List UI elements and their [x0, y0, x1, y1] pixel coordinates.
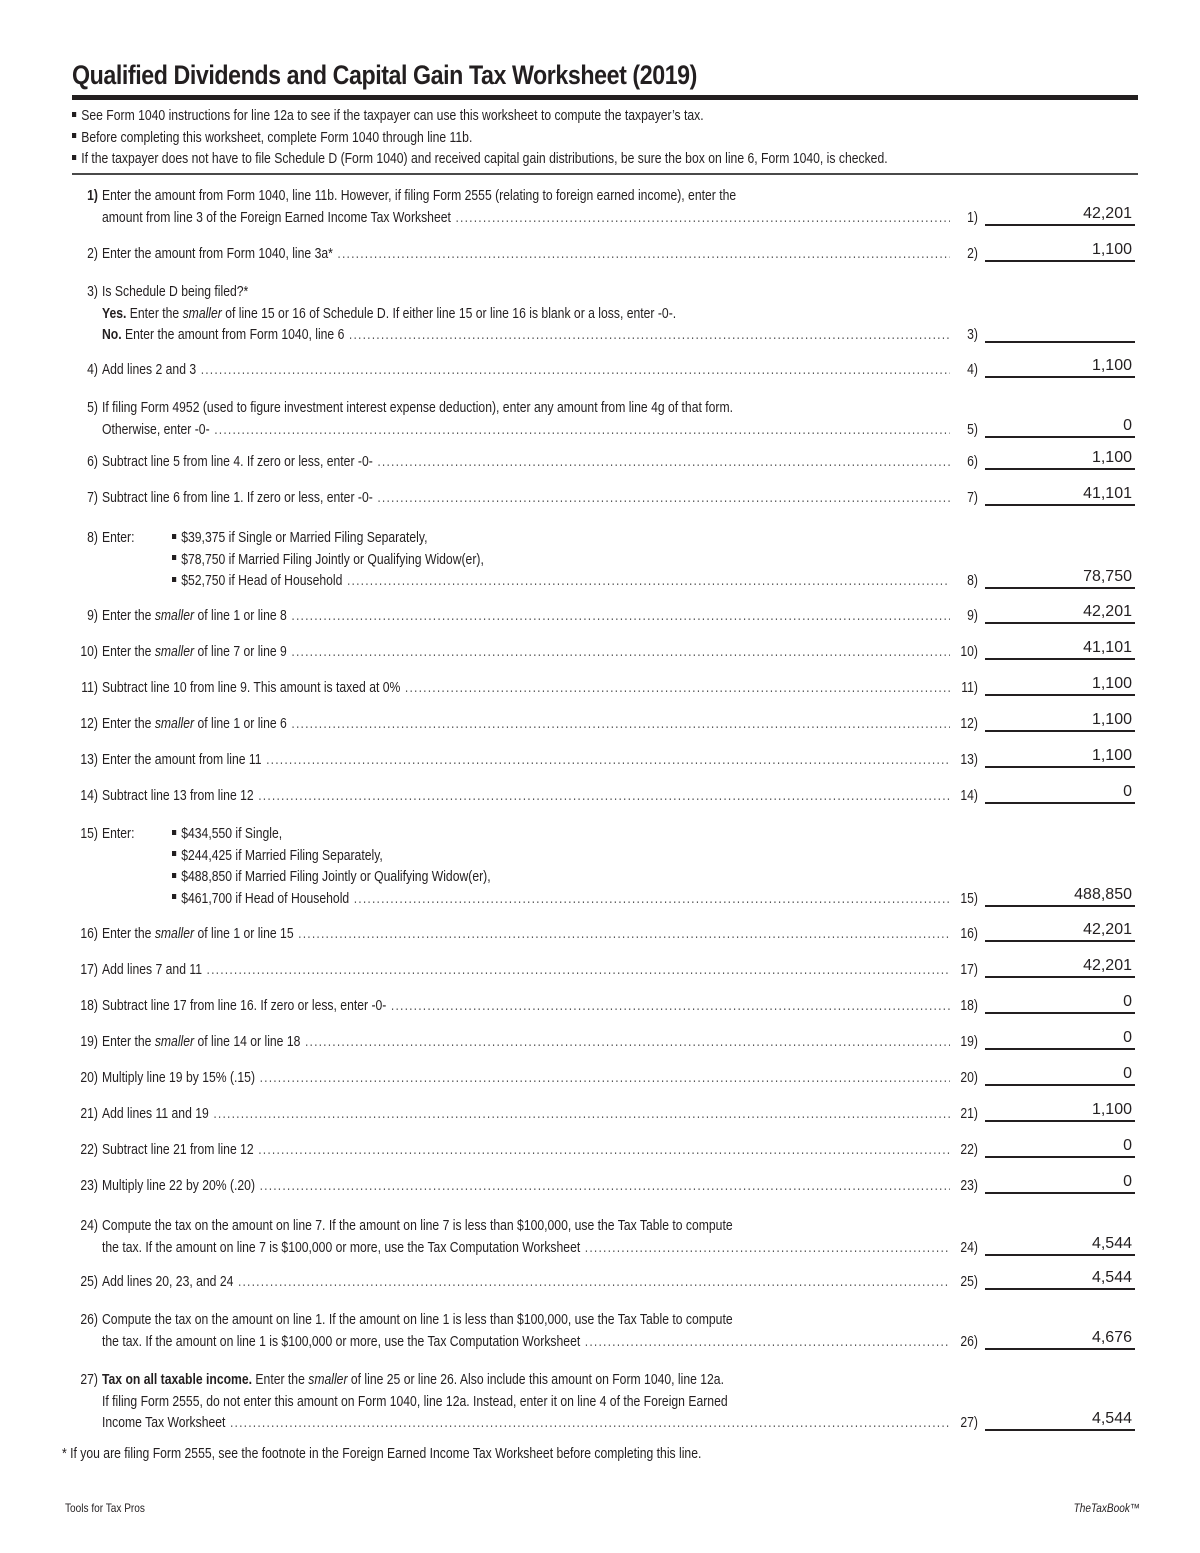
- line-instruction: [102, 1272, 950, 1294]
- line-instruction: [102, 1176, 950, 1198]
- instruction-text: Subtract line 17 from line 16. If zero or less, enter -0-: [102, 998, 387, 1014]
- instruction-text: Add lines 7 and 11: [102, 962, 202, 978]
- line-reference: 20): [960, 1070, 978, 1086]
- title-rule: [72, 95, 1138, 100]
- instruction-text: Subtract line 6 from line 1. If zero or less, enter -0-: [102, 490, 373, 506]
- bullet-icon: [72, 133, 76, 138]
- line-reference: 2): [967, 246, 978, 262]
- instruction-text: Is Schedule D being filed?*: [102, 284, 249, 300]
- instruction-text: Tax on all taxable income. Enter the smaller of line 25 or line 26. Also include this amount on Form 1040, line 12a.: [102, 1372, 724, 1388]
- line-amount-field[interactable]: 0: [985, 1136, 1135, 1158]
- line-number: 7): [87, 490, 98, 506]
- intro-bullet: See Form 1040 instructions for line 12a to see if the taxpayer can use this worksheet to compute the taxpayer’s tax.: [72, 106, 967, 128]
- line-amount-field[interactable]: 0: [985, 416, 1135, 438]
- line-reference: 15): [960, 890, 978, 907]
- instruction-row: [102, 924, 950, 946]
- instruction-text: Enter the amount from line 11: [102, 752, 262, 768]
- line-instruction: [102, 1068, 950, 1090]
- line-reference: 5): [967, 421, 978, 438]
- line-reference: 6): [967, 454, 978, 470]
- line-instruction: [102, 606, 950, 628]
- instruction-text: If filing Form 4952 (used to figure investment interest expense deduction), enter any amount from line 4g of that form.: [102, 400, 733, 416]
- bullet-icon: [172, 873, 176, 878]
- line-instruction: [102, 678, 950, 700]
- instruction-row: [102, 550, 950, 572]
- line-number: 8): [87, 530, 98, 546]
- instruction-text: Enter the smaller of line 1 or line 15: [102, 926, 294, 942]
- instruction-row: [102, 1176, 950, 1198]
- instruction-text: amount from line 3 of the Foreign Earned Income Tax Worksheet: [102, 209, 451, 226]
- instruction-text: If filing Form 2555, do not enter this amount on Form 1040, line 12a. Instead, enter it on line 4 of the Foreign Earned: [102, 1393, 728, 1410]
- line-number: 9): [87, 608, 98, 624]
- instruction-text: Multiply line 19 by 15% (.15): [102, 1070, 256, 1086]
- line-amount-field[interactable]: 42,201: [985, 956, 1135, 978]
- instruction-row: [102, 282, 950, 304]
- enter-label: Enter:: [102, 826, 135, 842]
- line-reference: 27): [960, 1415, 978, 1431]
- instruction-row: [102, 846, 950, 868]
- instruction-row: [102, 750, 950, 772]
- instruction-row: [102, 1392, 950, 1414]
- line-instruction: [102, 996, 950, 1018]
- instruction-row: [102, 1413, 950, 1435]
- line-amount-field[interactable]: 0: [985, 1028, 1135, 1050]
- line-number: 22): [80, 1142, 98, 1158]
- instruction-text: Enter the amount from Form 1040, line 11b. However, if filing Form 2555 (relating to foreign earned income), enter the: [102, 188, 737, 204]
- instruction-text: Add lines 20, 23, and 24: [102, 1274, 234, 1290]
- instruction-text: $488,850 if Married Filing Jointly or Qualifying Widow(er),: [181, 869, 491, 885]
- line-number: 5): [87, 400, 98, 416]
- line-number: 10): [80, 644, 98, 660]
- instruction-text: the tax. If the amount on line 1 is $100,000 or more, use the Tax Computation Worksheet: [102, 1333, 581, 1350]
- line-amount-field[interactable]: 42,201: [985, 204, 1135, 226]
- instruction-text: Enter the smaller of line 7 or line 9: [102, 644, 287, 660]
- bullet-icon: [172, 851, 176, 856]
- instruction-row: [102, 642, 950, 664]
- line-number: 17): [80, 962, 98, 978]
- line-amount-field[interactable]: 0: [985, 1172, 1135, 1194]
- line-reference: 10): [960, 644, 978, 660]
- instruction-text: Enter the smaller of line 14 or line 18: [102, 1034, 301, 1050]
- line-instruction: [102, 1104, 950, 1126]
- line-instruction: [102, 452, 950, 474]
- instruction-row: [102, 528, 950, 550]
- line-amount-field[interactable]: 0: [985, 782, 1135, 804]
- instruction-row: [102, 452, 950, 474]
- instruction-row: [102, 304, 950, 326]
- line-number: 6): [87, 454, 98, 470]
- instruction-text: $461,700 if Head of Household: [181, 890, 350, 907]
- line-number: 4): [87, 362, 98, 378]
- line-reference: 12): [960, 716, 978, 732]
- instruction-text: Subtract line 5 from line 4. If zero or less, enter -0-: [102, 454, 373, 470]
- instruction-row: [102, 1272, 950, 1294]
- bullet-icon: [172, 555, 176, 560]
- line-amount-field[interactable]: 0: [985, 1064, 1135, 1086]
- line-reference: 21): [960, 1106, 978, 1122]
- line-reference: 9): [967, 608, 978, 624]
- line-instruction: [102, 714, 950, 736]
- line-amount-field[interactable]: 41,101: [985, 638, 1135, 660]
- line-number: 11): [81, 680, 98, 696]
- instruction-text: Yes. Enter the smaller of line 15 or 16 of Schedule D. If either line 15 or line 16 is blank or a loss, enter -0-.: [102, 305, 677, 322]
- instruction-text: Subtract line 13 from line 12: [102, 788, 254, 804]
- line-reference: 13): [960, 752, 978, 768]
- line-instruction: [102, 924, 950, 946]
- intro-bullets: [72, 106, 1138, 171]
- instruction-row: [102, 714, 950, 736]
- line-amount-field[interactable]: 1,100: [985, 1100, 1135, 1122]
- instruction-row: [102, 1032, 950, 1054]
- bullet-icon: [172, 830, 176, 835]
- instruction-text: Multiply line 22 by 20% (.20): [102, 1178, 256, 1194]
- line-amount-field[interactable]: 488,850: [985, 885, 1135, 907]
- instruction-text: $52,750 if Head of Household: [181, 573, 343, 589]
- instruction-row: [102, 678, 950, 700]
- instruction-text: Subtract line 10 from line 9. This amount is taxed at 0%: [102, 680, 401, 696]
- instruction-row: [102, 1370, 950, 1392]
- bullet-icon: [72, 155, 76, 160]
- line-instruction: [102, 488, 950, 510]
- instruction-text: Compute the tax on the amount on line 7. If the amount on line 7 is less than $100,000, use the Tax Table to compute: [102, 1218, 733, 1234]
- line-number: 12): [80, 716, 98, 732]
- line-instruction: [102, 1310, 950, 1353]
- line-number: 16): [80, 926, 98, 942]
- instruction-row: [102, 186, 950, 208]
- instruction-row: [102, 325, 950, 347]
- intro-bullet: Before completing this worksheet, complete Form 1040 through line 11b.: [72, 128, 967, 150]
- line-instruction: [102, 960, 950, 982]
- line-number: 24): [80, 1218, 98, 1234]
- footnote: * If you are filing Form 2555, see the footnote in the Foreign Earned Income Tax Worksheet before completing this line.: [62, 1446, 702, 1462]
- bullet-icon: [172, 534, 176, 539]
- line-number: 25): [80, 1274, 98, 1290]
- instruction-text: Subtract line 21 from line 12: [102, 1142, 254, 1158]
- line-reference: 18): [960, 998, 978, 1014]
- line-instruction: [102, 186, 950, 229]
- line-amount-field[interactable]: 4,544: [985, 1409, 1135, 1431]
- line-number: 26): [80, 1312, 98, 1328]
- line-reference: 3): [967, 327, 978, 343]
- line-reference: 16): [960, 926, 978, 942]
- line-instruction: [102, 282, 950, 347]
- line-amount-field[interactable]: 1,100: [985, 356, 1135, 378]
- section-divider: [72, 173, 1138, 175]
- instruction-row: [102, 867, 950, 889]
- line-instruction: [102, 1140, 950, 1162]
- instruction-text: the tax. If the amount on line 7 is $100,000 or more, use the Tax Computation Worksheet: [102, 1239, 581, 1256]
- footer-brand: TheTaxBook™: [1073, 1501, 1140, 1515]
- instruction-row: [102, 786, 950, 808]
- footer-left: Tools for Tax Pros: [65, 1501, 145, 1515]
- line-reference: 14): [960, 788, 978, 804]
- line-instruction: [102, 244, 950, 266]
- line-amount-field[interactable]: 1,100: [985, 240, 1135, 262]
- enter-label: Enter:: [102, 530, 135, 546]
- instruction-text: $434,550 if Single,: [181, 826, 283, 842]
- instruction-row: [102, 1216, 950, 1238]
- instruction-row: [102, 1068, 950, 1090]
- line-amount-field[interactable]: 42,201: [985, 920, 1135, 942]
- instruction-row: [102, 606, 950, 628]
- line-reference: 11): [961, 680, 978, 696]
- line-number: 13): [80, 752, 98, 768]
- instruction-row: [102, 1104, 950, 1126]
- line-amount-field[interactable]: 1,100: [985, 746, 1135, 768]
- line-number: 27): [80, 1372, 98, 1388]
- line-number: 2): [87, 246, 98, 262]
- bullet-icon: [72, 112, 76, 117]
- instruction-text: No. Enter the amount from Form 1040, line 6: [102, 327, 345, 343]
- instruction-row: [102, 398, 950, 420]
- instruction-text: Income Tax Worksheet: [102, 1415, 226, 1431]
- line-amount-field[interactable]: 78,750: [985, 567, 1135, 589]
- line-reference: 8): [967, 573, 978, 589]
- instruction-row: [102, 889, 950, 911]
- intro-bullet: If the taxpayer does not have to file Schedule D (Form 1040) and received capital gain distributions, be sure the box on line 6, Form 1040, is checked.: [72, 149, 967, 171]
- page-title: Qualified Dividends and Capital Gain Tax Worksheet (2019): [72, 60, 697, 90]
- line-number: 14): [80, 788, 98, 804]
- instruction-row: [102, 208, 950, 230]
- instruction-text: Enter the amount from Form 1040, line 3a*: [102, 246, 333, 262]
- line-amount-field[interactable]: 1,100: [985, 674, 1135, 696]
- instruction-row: [102, 244, 950, 266]
- line-reference: 22): [960, 1142, 978, 1158]
- line-reference: 17): [960, 962, 978, 978]
- bullet-icon: [172, 577, 176, 582]
- line-amount-field[interactable]: 4,544: [985, 1234, 1135, 1256]
- line-amount-field[interactable]: 41,101: [985, 484, 1135, 506]
- line-reference: 26): [960, 1333, 978, 1350]
- instruction-text: Otherwise, enter -0-: [102, 421, 210, 438]
- line-reference: 23): [960, 1178, 978, 1194]
- instruction-text: Compute the tax on the amount on line 1. If the amount on line 1 is less than $100,000, use the Tax Table to compute: [102, 1312, 733, 1328]
- line-number: 20): [80, 1070, 98, 1086]
- line-amount-field[interactable]: 0: [985, 992, 1135, 1014]
- instruction-text: $78,750 if Married Filing Jointly or Qualifying Widow(er),: [181, 551, 484, 568]
- instruction-row: [102, 420, 950, 442]
- line-reference: 7): [967, 490, 978, 506]
- instruction-text: $39,375 if Single or Married Filing Separately,: [181, 530, 428, 546]
- line-reference: 25): [960, 1274, 978, 1290]
- line-instruction: [102, 750, 950, 772]
- line-instruction: [102, 642, 950, 664]
- line-reference: 1): [967, 209, 978, 226]
- instruction-row: [102, 996, 950, 1018]
- instruction-row: [102, 824, 950, 846]
- instruction-row: [102, 1332, 950, 1354]
- bullet-icon: [172, 894, 176, 899]
- line-amount-field[interactable]: 4,676: [985, 1328, 1135, 1350]
- instruction-row: [102, 1310, 950, 1332]
- line-reference: 24): [960, 1239, 978, 1256]
- line-amount-field[interactable]: 1,100: [985, 448, 1135, 470]
- instruction-row: [102, 488, 950, 510]
- line-number: 21): [80, 1106, 98, 1122]
- line-instruction: [102, 398, 950, 441]
- line-reference: 4): [967, 362, 978, 378]
- line-number: 15): [80, 826, 98, 842]
- line-number: 1): [87, 188, 98, 204]
- instruction-text: Enter the smaller of line 1 or line 8: [102, 608, 287, 624]
- line-number: 18): [80, 998, 98, 1014]
- instruction-text: $244,425 if Married Filing Separately,: [181, 847, 383, 864]
- line-instruction: [102, 1216, 950, 1259]
- instruction-text: Add lines 2 and 3: [102, 362, 197, 378]
- line-amount-field[interactable]: 4,544: [985, 1268, 1135, 1290]
- line-number: 19): [80, 1034, 98, 1050]
- instruction-row: [102, 1238, 950, 1260]
- instruction-text: Add lines 11 and 19: [102, 1106, 209, 1122]
- line-number: 3): [87, 284, 98, 300]
- instruction-text: Enter the smaller of line 1 or line 6: [102, 716, 287, 732]
- line-instruction: [102, 1032, 950, 1054]
- instruction-row: [102, 1140, 950, 1162]
- line-instruction: [102, 1370, 950, 1435]
- line-instruction: [102, 528, 950, 593]
- line-amount-field[interactable]: 42,201: [985, 602, 1135, 624]
- line-instruction: [102, 824, 950, 910]
- line-instruction: [102, 786, 950, 808]
- line-reference: 19): [960, 1034, 978, 1050]
- instruction-row: [102, 360, 950, 382]
- line-instruction: [102, 360, 950, 382]
- instruction-row: [102, 960, 950, 982]
- instruction-row: [102, 571, 950, 593]
- line-amount-field[interactable]: [985, 321, 1135, 343]
- line-amount-field[interactable]: 1,100: [985, 710, 1135, 732]
- line-number: 23): [80, 1178, 98, 1194]
